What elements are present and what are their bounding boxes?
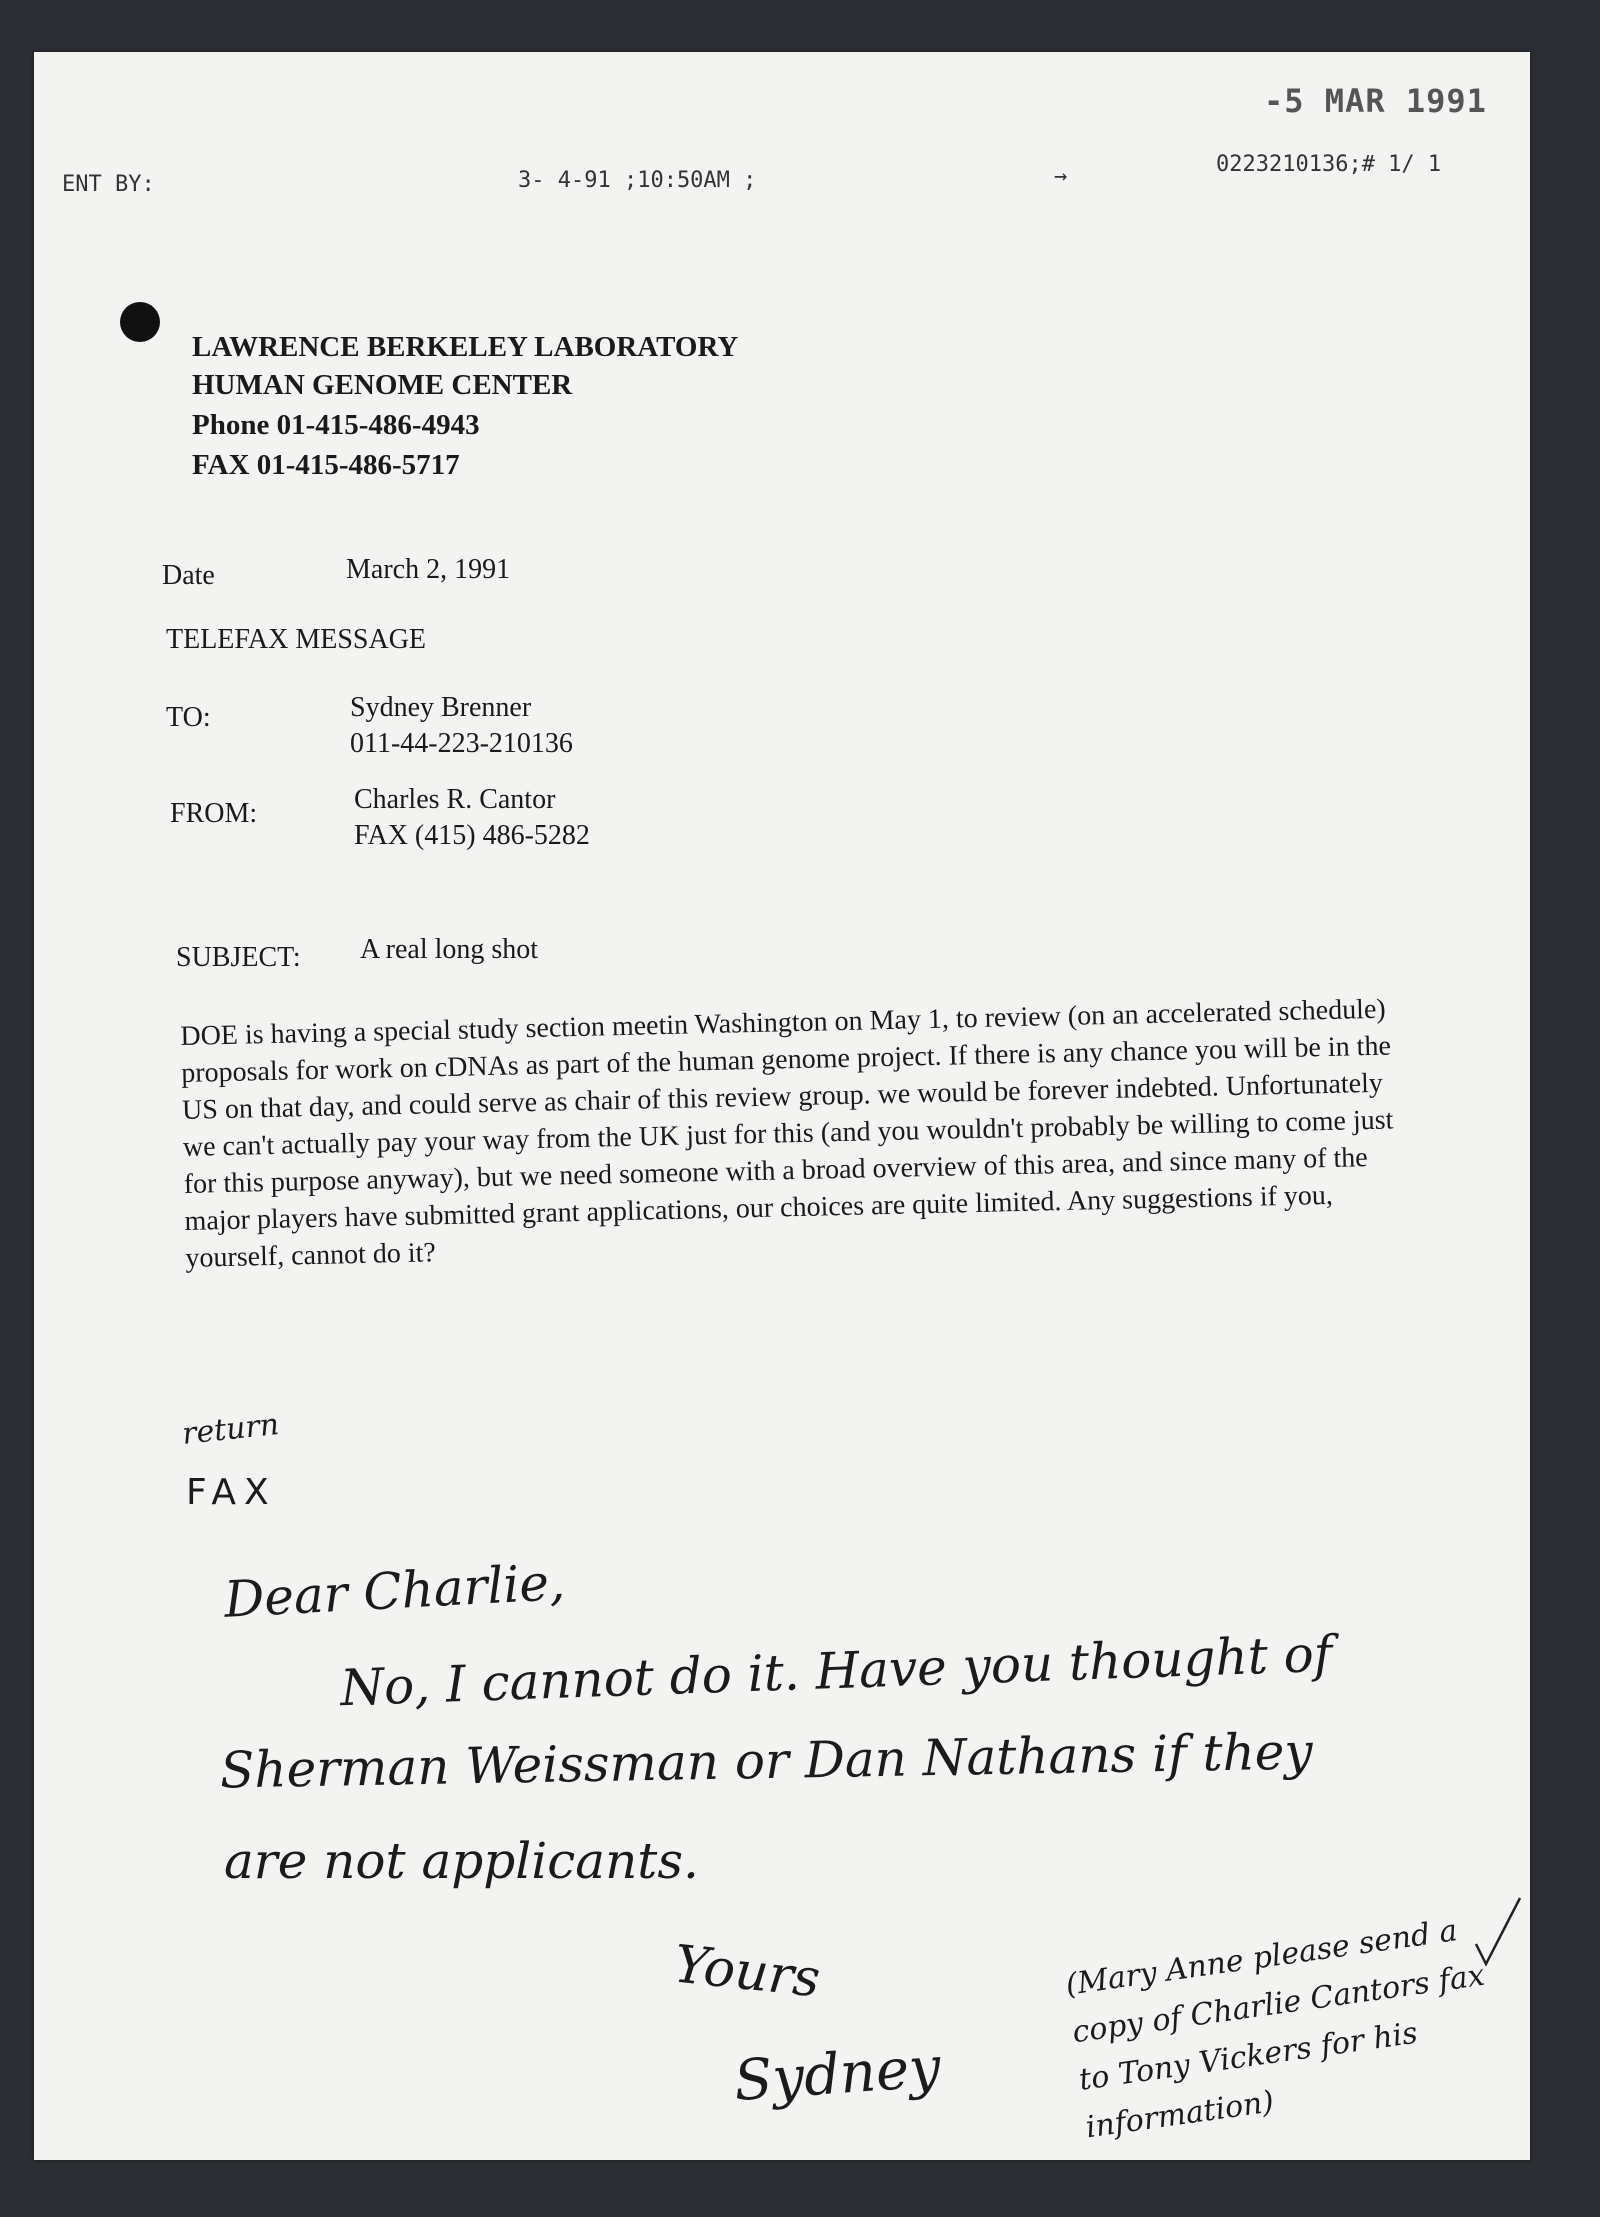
handwritten-closing: Yours: [671, 1934, 823, 2010]
handwritten-return-note: return: [180, 1407, 281, 1452]
subject-value: A real long shot: [360, 934, 539, 965]
handwritten-side-note: (Mary Anne please send a copy of Charlie Cantors fax to Tony Vickers for his information): [1063, 1913, 1487, 2146]
to-number: 011-44-223-210136: [350, 728, 573, 759]
handwritten-line-2: Sherman Weissman or Dan Nathans if they: [219, 1722, 1314, 1800]
letterhead-center: HUMAN GENOME CENTER: [192, 369, 573, 401]
fax-page: [34, 52, 1530, 2160]
message-body: DOE is having a special study section meetin Washington on May 1, to review (on an accelerated schedule) proposals for work on cDNAs as part of the human genome project. If there is any chance you will be in the US on that day, and could serve as chair of this review group. we would be forever indebted. Unfortunately we can't actually pay your way from the UK just for this (and you wouldn't probably be willing to come just for this purpose anyway), but we need someone with a broad overview of this area, and since many of the major players have submitted grant applications, our choices are quite limited. Any suggestions if you, yourself, cannot do it?: [180, 993, 1394, 1274]
letterhead-phone: Phone 01-415-486-4943: [192, 409, 480, 441]
date-received-stamp: -5 MAR 1991: [1264, 82, 1487, 120]
handwritten-line-1: No, I cannot do it. Have you thought of: [339, 1624, 1334, 1718]
handwritten-fax-note: FAX: [186, 1472, 277, 1513]
to-name: Sydney Brenner: [350, 692, 532, 723]
from-label: FROM:: [170, 798, 258, 829]
letterhead-lab: LAWRENCE BERKELEY LABORATORY: [192, 331, 739, 363]
from-name: Charles R. Cantor: [354, 784, 556, 815]
transmit-timestamp: 3- 4-91 ;10:50AM ;: [518, 168, 757, 193]
handwritten-signature: Sydney: [731, 2034, 943, 2115]
from-fax: FAX (415) 486-5282: [354, 820, 590, 851]
handwritten-greeting: Dear Charlie,: [222, 1553, 567, 1629]
letterhead-fax: FAX 01-415-486-5717: [192, 449, 460, 481]
arrow-icon: →: [1054, 164, 1068, 189]
date-label: Date: [162, 560, 215, 591]
to-label: TO:: [166, 702, 211, 733]
fax-page-id: 0223210136;# 1/ 1: [1216, 152, 1442, 177]
message-type: TELEFAX MESSAGE: [166, 624, 427, 655]
handwritten-line-3: are not applicants.: [224, 1832, 699, 1890]
date-value: March 2, 1991: [346, 554, 511, 585]
sent-by-label: ENT BY:: [62, 172, 155, 197]
subject-label: SUBJECT:: [176, 942, 301, 973]
punch-hole: [120, 302, 160, 342]
checkmark-icon: [1472, 1892, 1532, 1992]
